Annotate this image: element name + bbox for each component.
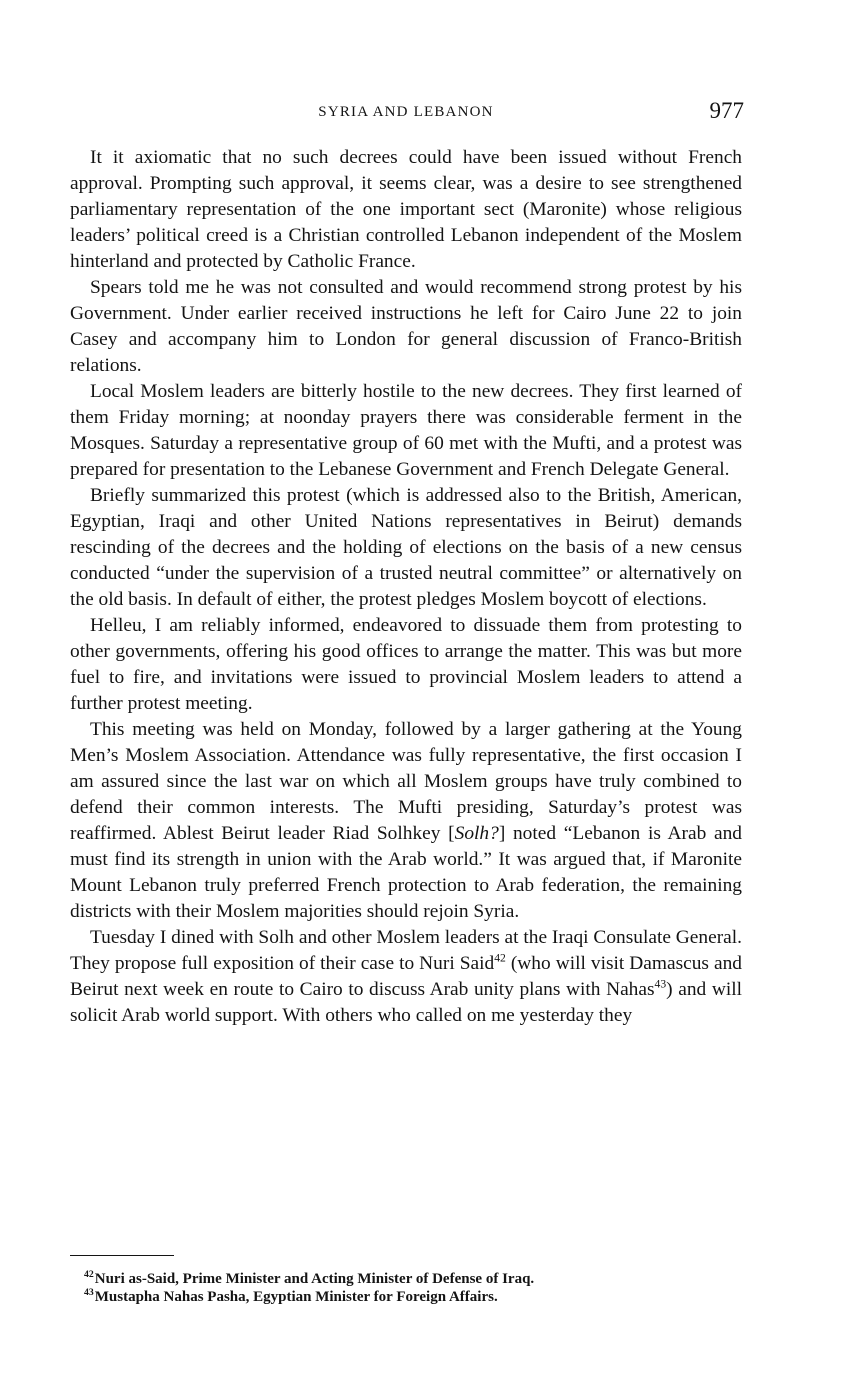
footnote-text-43: Mustapha Nahas Pasha, Egyptian Minister for Foreign Affairs. xyxy=(94,1289,498,1305)
paragraph-7-text-b: (who will visit Damascus and Beirut next week en route to Cairo to discuss Arab unity plans with Nahas xyxy=(70,953,742,1000)
footnote-marker-43: 43 xyxy=(84,1286,94,1298)
paragraph-4: Briefly summarized this protest (which is addressed also to the British, American, Egyptian, Iraqi and other United Nations representatives in Beirut) demands rescinding of the decrees and the holding of elections on the basis of a new census conducted “under the supervision of a trusted neutral committee” or alternatively on the old basis. In default of either, the protest pledges Moslem boycott of elections. xyxy=(70,485,742,610)
body-text xyxy=(70,145,742,1029)
footnote-text-42: Nuri as-Said, Prime Minister and Acting Minister of Defense of Iraq. xyxy=(94,1271,535,1287)
footnote-42 xyxy=(70,1270,750,1288)
paragraph-1: It it axiomatic that no such decrees could have been issued without French approval. Prompting such approval, it seems clear, was a desire to see strengthened parliamentary representation of the one important sect (Maronite) whose religious leaders’ political creed is a Christian controlled Lebanon independent of the Moslem hinterland and protected by Catholic France. xyxy=(70,147,742,272)
paragraph-6-text-before: This meeting was held on Monday, followed by a larger gathering at the Young Men’s Moslem Association. Attendance was fully representative, the first occasion I am assured since the last war on which all Moslem groups have truly combined to defend their common interests. The Mufti presiding, Saturday’s protest was reaffirmed. Ablest Beirut leader Riad Solhkey [ xyxy=(70,719,742,844)
paragraph-7 xyxy=(70,925,742,1029)
paragraph-5: Helleu, I am reliably informed, endeavored to dissuade them from protesting to other governments, offering his good offices to arrange the matter. This was but more fuel to fire, and invitations were issued to provincial Moslem leaders to attend a further protest meeting. xyxy=(70,615,742,714)
paragraph-7-text-a: Tuesday I dined with Solh and other Moslem leaders at the Iraqi Consulate General. They propose full exposition of their case to Nuri Said xyxy=(70,927,742,974)
footnote-divider xyxy=(70,1255,174,1256)
editorial-insertion: Solh? xyxy=(454,823,499,844)
paragraph-3: Local Moslem leaders are bitterly hostile to the new decrees. They first learned of them Friday morning; at noonday prayers there was considerable ferment in the Mosques. Saturday a representative group of 60 met with the Mufti, and a protest was prepared for presentation to the Lebanese Government and French Delegate General. xyxy=(70,381,742,480)
footnote-43 xyxy=(70,1288,750,1306)
footnotes xyxy=(70,1270,750,1306)
paragraph-6 xyxy=(70,717,742,925)
running-header xyxy=(0,98,850,130)
paragraph-2: Spears told me he was not consulted and would recommend strong protest by his Government. Under earlier received instructions he left for Cairo June 22 to join Casey and accompany him to London for general discussion of Franco-British relations. xyxy=(70,277,742,376)
page-number: 977 xyxy=(709,98,744,123)
footnote-ref-43[interactable]: 43 xyxy=(654,977,667,991)
paragraph-6-text-after: ] noted “Lebanon is Arab and must find its strength in union with the Arab world.” It was argued that, if Maronite Mount Lebanon truly preferred French protection to Arab federation, the remaining districts with their Moslem majorities should rejoin Syria. xyxy=(70,823,743,922)
footnote-marker-42: 42 xyxy=(84,1268,94,1280)
running-title: SYRIA AND LEBANON xyxy=(318,104,494,120)
footnote-ref-42[interactable]: 42 xyxy=(494,951,506,965)
paragraph-7-text-c: ) and will solicit Arab world support. With others who called on me yesterday they xyxy=(70,979,742,1026)
